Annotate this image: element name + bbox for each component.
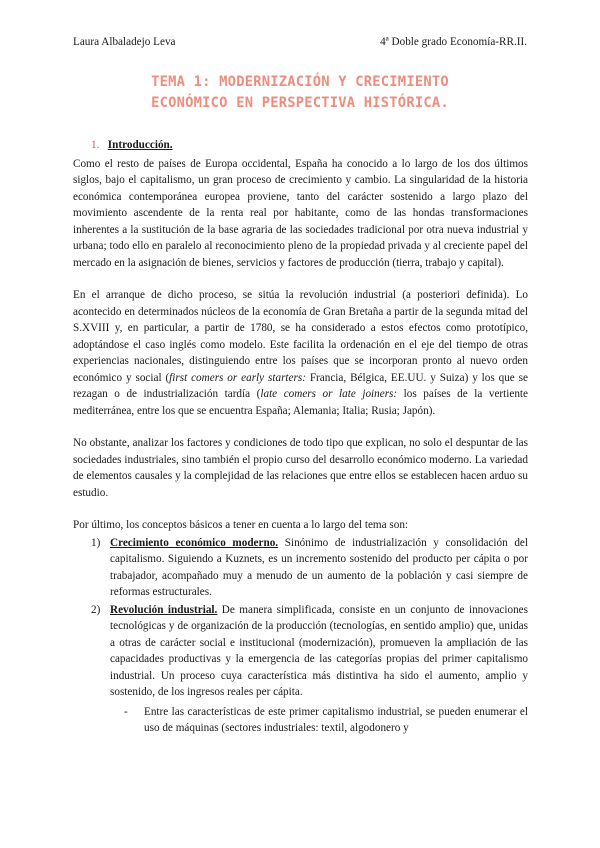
sub-list: [110, 704, 528, 737]
sub-list-item: [110, 704, 528, 737]
concepts-list: [73, 535, 528, 737]
late-joiners-term: late comers or late joiners:: [260, 388, 398, 400]
document-body: [73, 137, 528, 738]
paragraph-2-part-c: los países de la vertiente mediterránea, entre los que se encuentra España; Alemania; Italia; Rusia; Japón).: [73, 388, 528, 417]
paragraph-2-part-a: En el arranque de dicho proceso, se sitúa la revolución industrial (a posteriori definida). Lo acontecido en determinados núcleos de la economía de Gran Bretaña a partir de la segunda mitad del S.XVIII y, en particular, a partir de 1780, se ha considerado a estos efectos como prototípico, adoptándose el caso inglés como modelo. Este facilita la ordenación en el eje del tiempo de otras experiencias nacionales, distinguiendo entre los países que se incorporan pronto al nuevo orden económico y social (: [73, 289, 528, 384]
dash-marker: -: [124, 705, 128, 718]
sub-item-text: Entre las características de este primer capitalismo industrial, se pueden enumerar el uso de máquinas (sectores industriales: textil, algodonero y: [144, 705, 528, 734]
paragraph-3: No obstante, analizar los factores y condiciones de todo tipo que explican, no solo el despuntar de las sociedades industriales, sino también el propio curso del desarrollo económico moderno. La variedad de elementos causales y la complejidad de las relaciones que entre ellos se establecen hacen arduo su estudio.: [73, 437, 528, 499]
title-line-2: ECONÓMICO EN PERSPECTIVA HISTÓRICA.: [151, 95, 449, 111]
concept-term: Crecimiento económico moderno.: [110, 536, 279, 549]
early-starters-term: first comers or early starters:: [169, 371, 306, 384]
paragraph-1: Como el resto de países de Europa occidental, España ha conocido a lo largo de los dos últimos siglos, bajo el capitalismo, un gran proceso de crecimiento y cambio. La singularidad de la historia económica contemporánea europea proviene, tanto del carácter sostenido a largo plazo del movimiento ascendente de la renta real por habitante, como de las hondas transformaciones inherentes a la sustitución de la base agraria de las sociedades tradicional por otra nueva industrial y urbana; todo ello en paralelo al reconocimiento pleno de la propiedad privada y al creciente papel del mercado en la asignación de bienes, servicios y factores de producción (tierra, trabajo y capital).: [73, 157, 528, 269]
concept-marker: 1): [91, 536, 101, 549]
paragraph-2-part-b: Francia, Bélgica, EE.UU. y Suiza) y los que se rezagan o de industrialización tardía (: [73, 371, 528, 400]
document-title: [80, 72, 520, 114]
concept-text: De manera simplificada, consiste en un conjunto de innovaciones tecnológicas y de organización de la producción (tecnologías, en sentido amplio) que, unidas a otras de carácter social e institucional (modernización), promueven la ampliación de las capacidades productivas y la emergencia de las categorías propias del primer capitalismo industrial. Un proceso cuya característica más distintiva ha sido el aumento, amplio y sostenido, de los ingresos reales per cápita.: [110, 603, 528, 698]
concept-text: Sinónimo de industrialización y consolidación del capitalismo. Siguiendo a Kuznets, es un incremento sostenido del producto per cápita o por trabajador, acompañado muy a menudo de un aumento de la población y casi siempre de reformas estructurales.: [110, 536, 528, 598]
section-heading: [91, 137, 528, 154]
concept-item: [73, 535, 528, 601]
header-author: Laura Albaladejo Leva: [73, 36, 176, 48]
concept-marker: 2): [91, 603, 101, 616]
paragraph-2: [73, 287, 528, 419]
header-course: 4ª Doble grado Economía-RR.II.: [380, 36, 527, 48]
title-line-1: TEMA 1: MODERNIZACIÓN Y CRECIMIENTO: [151, 74, 449, 90]
section-title: Introducción.: [107, 139, 173, 151]
concept-term: Revolución industrial.: [110, 603, 218, 616]
paragraph-4: Por último, los conceptos básicos a tener en cuenta a lo largo del tema son:: [73, 519, 409, 531]
section-number: 1.: [91, 139, 100, 151]
concept-item: [73, 602, 528, 737]
